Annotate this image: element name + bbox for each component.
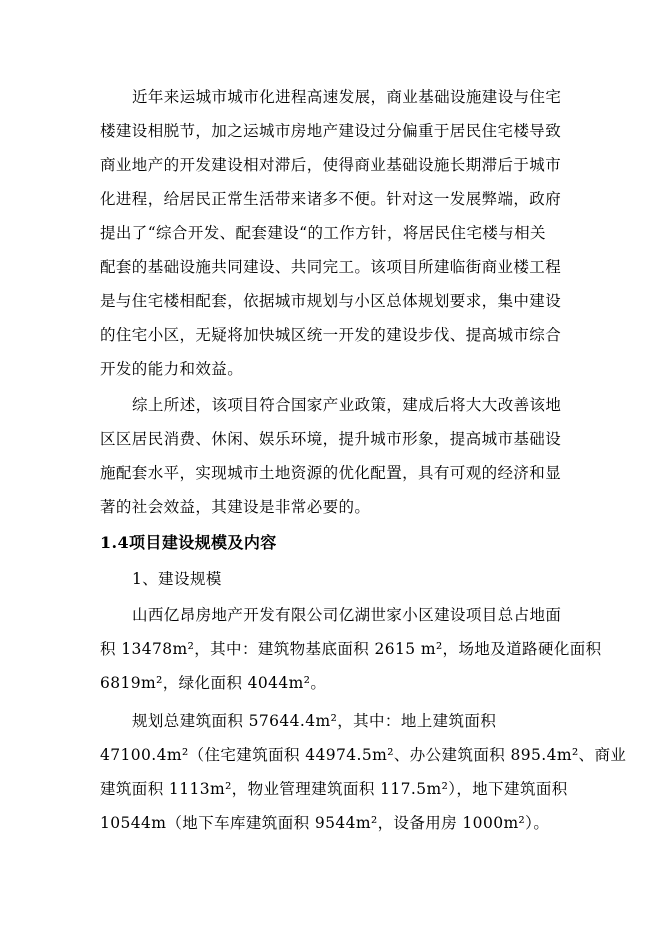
paragraph-line: 综上所述，该项目符合国家产业政策，建成后将大大改善该地: [132, 396, 562, 414]
paragraph-line: 区区居民消费、休闲、娱乐环境，提升城市形象，提高城市基础设: [100, 430, 562, 448]
paragraph-line: 商业地产的开发建设相对滞后，使得商业基础设施长期滞后于城市: [100, 156, 562, 174]
section-heading: 1.4项目建设规模及内容: [100, 533, 277, 552]
paragraph-line: 47100.4m²（住宅建筑面积 44974.5m²、办公建筑面积 895.4m²、商业: [100, 746, 627, 764]
paragraph-line: 积 13478m²，其中：建筑物基底面积 2615 m²，场地及道路硬化面积: [100, 640, 602, 658]
paragraph-line: 的住宅小区，无疑将加快城区统一开发的建设步伐、提高城市综合: [100, 326, 562, 344]
paragraph-line: 6819m²，绿化面积 4044m²。: [100, 674, 327, 692]
paragraph-line: 提出了“综合开发、配套建设“的工作方针，将居民住宅楼与相关: [100, 224, 546, 242]
paragraph-line: 施配套水平，实现城市土地资源的优化配置，具有可观的经济和显: [100, 464, 562, 482]
paragraph-line: 近年来运城市城市化进程高速发展，商业基础设施建设与住宅: [132, 88, 562, 106]
paragraph-line: 著的社会效益，其建设是非常必要的。: [100, 498, 371, 516]
paragraph-line: 化进程，给居民正常生活带来诸多不便。针对这一发展弊端，政府: [100, 190, 562, 208]
subheading: 1、建设规模: [132, 570, 222, 588]
paragraph-line: 山西亿昂房地产开发有限公司亿湖世家小区建设项目总占地面: [132, 606, 562, 624]
paragraph-line: 配套的基础设施共同建设、共同完工。该项目所建临街商业楼工程: [100, 258, 562, 276]
paragraph-line: 楼建设相脱节，加之运城市房地产建设过分偏重于居民住宅楼导致: [100, 122, 562, 140]
paragraph-line: 10544m（地下车库建筑面积 9544m²，设备用房 1000m²）。: [100, 814, 550, 832]
paragraph-line: 是与住宅楼相配套，依据城市规划与小区总体规划要求，集中建设: [100, 292, 562, 310]
paragraph-line: 开发的能力和效益。: [100, 360, 244, 378]
paragraph-line: 规划总建筑面积 57644.4m²，其中：地上建筑面积: [132, 712, 497, 730]
paragraph-line: 建筑面积 1113m²，物业管理建筑面积 117.5m²），地下建筑面积: [100, 780, 568, 798]
